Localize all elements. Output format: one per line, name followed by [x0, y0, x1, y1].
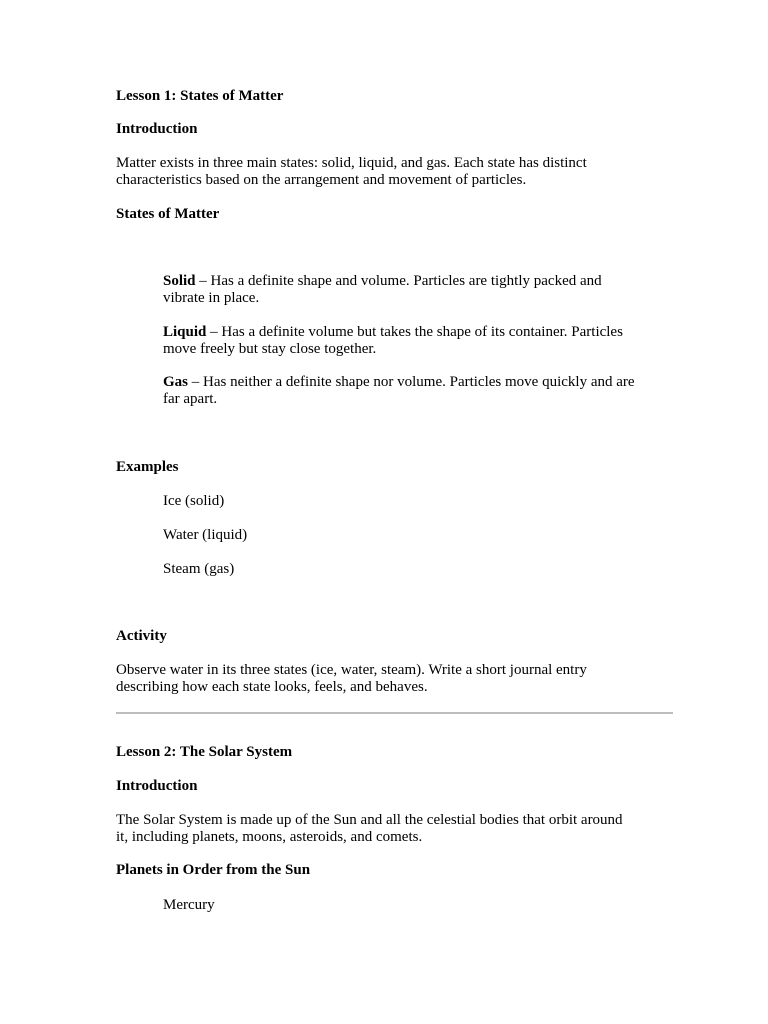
- example-item: Water (liquid): [163, 527, 248, 543]
- lesson2-title: Lesson 2: The Solar System: [116, 744, 293, 760]
- state-solid-line-2: vibrate in place.: [163, 290, 260, 306]
- state-gas-line-2: far apart.: [163, 391, 218, 407]
- section-divider: [116, 712, 673, 714]
- lesson2-intro-line-2: it, including planets, moons, asteroids, and comets.: [116, 829, 423, 845]
- example-item: Ice (solid): [163, 493, 225, 509]
- state-term-liquid: Liquid: [163, 324, 207, 340]
- state-desc-gas: – Has neither a definite shape nor volume. Particles move quickly and are: [188, 374, 635, 390]
- state-term-gas: Gas: [163, 374, 189, 390]
- state-desc-solid: – Has a definite shape and volume. Particles are tightly packed and: [195, 273, 602, 289]
- activity-heading: Activity: [116, 628, 167, 644]
- lesson1-title: Lesson 1: States of Matter: [116, 88, 284, 104]
- planets-heading: Planets in Order from the Sun: [116, 862, 311, 878]
- state-solid-line-1: [163, 273, 602, 290]
- planet-item: Mercury: [163, 897, 215, 913]
- state-term-solid: Solid: [163, 273, 196, 289]
- lesson1-intro-heading: Introduction: [116, 121, 198, 137]
- lesson1-intro-line-2: characteristics based on the arrangement and movement of particles.: [116, 172, 527, 188]
- states-heading: States of Matter: [116, 206, 220, 222]
- lesson2-intro-line-1: The Solar System is made up of the Sun and all the celestial bodies that orbit around: [116, 812, 623, 828]
- example-item: Steam (gas): [163, 561, 235, 577]
- lesson1-intro-line-1: Matter exists in three main states: solid, liquid, and gas. Each state has distinct: [116, 155, 587, 171]
- examples-heading: Examples: [116, 459, 179, 475]
- activity-line-2: describing how each state looks, feels, and behaves.: [116, 679, 428, 695]
- lesson2-intro-heading: Introduction: [116, 778, 198, 794]
- state-liquid-line-1: [163, 324, 623, 341]
- activity-line-1: Observe water in its three states (ice, water, steam). Write a short journal entry: [116, 662, 587, 678]
- state-liquid-line-2: move freely but stay close together.: [163, 341, 377, 357]
- state-gas-line-1: [163, 374, 635, 391]
- state-desc-liquid: – Has a definite volume but takes the shape of its container. Particles: [206, 324, 623, 340]
